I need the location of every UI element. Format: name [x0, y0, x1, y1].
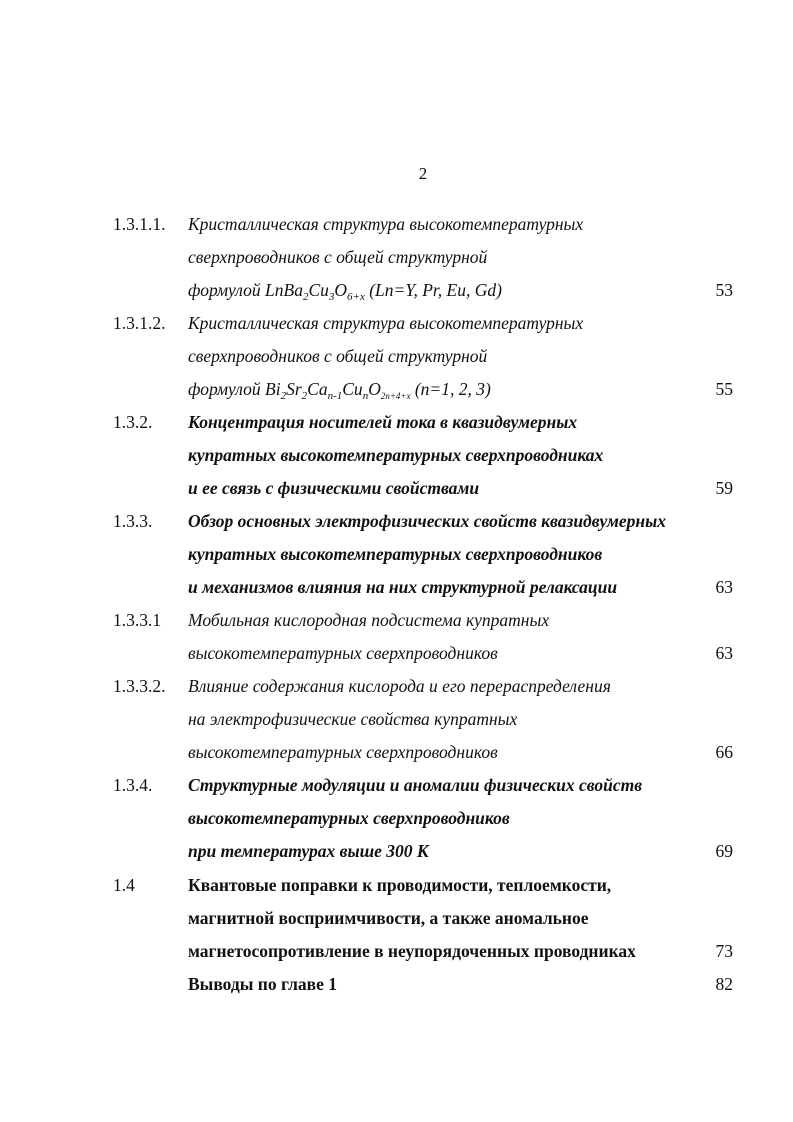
- toc-entry-title-line: Мобильная кислородная подсистема купратных: [188, 610, 550, 630]
- toc-entry-title-line: Влияние содержания кислорода и его перераспределения: [188, 676, 611, 696]
- toc-entry-line: [0, 907, 793, 940]
- toc-entry-title-line: Выводы по главе 1: [188, 974, 337, 994]
- toc-page-number: 59: [715, 478, 733, 498]
- toc-entry-title-line: сверхпроводников с общей структурной: [188, 247, 488, 267]
- toc-entry-1-4: [0, 874, 793, 907]
- toc-page-number: 55: [715, 379, 733, 399]
- toc-entry-line: [0, 345, 793, 378]
- toc-page-number: 53: [715, 280, 733, 300]
- toc-entry-title-line: высокотемпературных сверхпроводников: [188, 808, 510, 828]
- toc-page-number: 63: [715, 577, 733, 597]
- toc-entry-title-line: Кристаллическая структура высокотемпературных: [188, 214, 584, 234]
- toc-entry-title-line: Квантовые поправки к проводимости, теплоемкости,: [188, 875, 612, 895]
- toc-entry-line: [0, 708, 793, 741]
- toc-entry-title-line: Концентрация носителей тока в квазидвумерных: [188, 412, 578, 432]
- toc-entry-title-line: магнетосопротивление в неупорядоченных проводниках: [188, 941, 636, 961]
- toc-entry-line: [0, 444, 793, 477]
- toc-entry-line: [0, 940, 793, 973]
- toc-entry-title-line: на электрофизические свойства купратных: [188, 709, 518, 729]
- toc-entry-title-line: при температурах выше 300 К: [188, 841, 429, 861]
- toc-entry-1-3-1-2: [0, 312, 793, 345]
- toc-entry-number: 1.3.2.: [113, 412, 153, 432]
- toc-entry-line: [0, 279, 793, 312]
- toc-entry-title-line: и механизмов влияния на них структурной релаксации: [188, 577, 618, 597]
- toc-entry-line: [0, 543, 793, 576]
- toc-entry-number: 1.3.3.1: [113, 610, 162, 630]
- toc-entry-1-3-3-1: [0, 609, 793, 642]
- toc-entry-number: 1.3.3.2.: [113, 676, 166, 696]
- toc-entry-line: [0, 807, 793, 840]
- toc-entry-line: [0, 477, 793, 510]
- toc-entry-number: 1.4: [113, 875, 135, 895]
- toc-page-number: 66: [715, 742, 733, 762]
- toc-entry-1-3-3-2: [0, 675, 793, 708]
- toc-page-number: 63: [715, 643, 733, 663]
- toc-entry-title-line: высокотемпературных сверхпроводников: [188, 742, 498, 762]
- toc-entry-number: 1.3.3.: [113, 511, 153, 531]
- toc-entry-number: 1.3.1.2.: [113, 313, 166, 333]
- toc-entry-title-line: Кристаллическая структура высокотемпературных: [188, 313, 584, 333]
- toc-entry-chapter-1-conclusions: [0, 973, 793, 1006]
- toc-entry-formula-line: формулой $Bi_2Sr_2Ca_{n-1}Cu_nO_{2n+4+x}$ (n=1, 2, 3): [188, 379, 491, 402]
- toc-entry-1-3-3: [0, 510, 793, 543]
- toc-entry-line: [0, 741, 793, 774]
- formula-lnbacuo: $LnBa_2Cu_3O_{6+x}$: [265, 280, 365, 303]
- toc-entry-number: 1.3.4.: [113, 775, 153, 795]
- toc-entry-formula-line: формулой $LnBa_2Cu_3O_{6+x}$ (Ln=Y, Pr, Eu, Gd): [188, 280, 502, 303]
- toc-entry-title-line: купратных высокотемпературных сверхпроводников: [188, 544, 603, 564]
- toc-entry-line: [0, 576, 793, 609]
- toc-entry-title-line: сверхпроводников с общей структурной: [188, 346, 488, 366]
- toc-page-number: 73: [715, 941, 733, 961]
- toc-entry-number: 1.3.1.1.: [113, 214, 166, 234]
- page-number: 2: [418, 164, 428, 183]
- toc-entry-line: [0, 378, 793, 411]
- toc-entry-1-3-4: [0, 774, 793, 807]
- toc-entry-1-3-2: [0, 411, 793, 444]
- toc-entry-title-line: Обзор основных электрофизических свойств квазидвумерных: [188, 511, 666, 531]
- toc-entry-line: [0, 246, 793, 279]
- toc-entry-line: [0, 642, 793, 675]
- toc-entry-title-line: и ее связь с физическими свойствами: [188, 478, 480, 498]
- toc-page-number: 69: [715, 841, 733, 861]
- toc-page-number: 82: [715, 974, 733, 994]
- toc-entry-title-line: Структурные модуляции и аномалии физических свойств: [188, 775, 643, 795]
- toc-entry-1-3-1-1: [0, 213, 793, 246]
- toc-entry-title-line: магнитной восприимчивости, а также аномальное: [188, 908, 589, 928]
- toc-entry-line: [0, 840, 793, 873]
- formula-bisrcacuo: $Bi_2Sr_2Ca_{n-1}Cu_nO_{2n+4+x}$: [265, 379, 411, 402]
- toc-entry-title-line: купратных высокотемпературных сверхпроводниках: [188, 445, 604, 465]
- toc-entry-title-line: высокотемпературных сверхпроводников: [188, 643, 498, 663]
